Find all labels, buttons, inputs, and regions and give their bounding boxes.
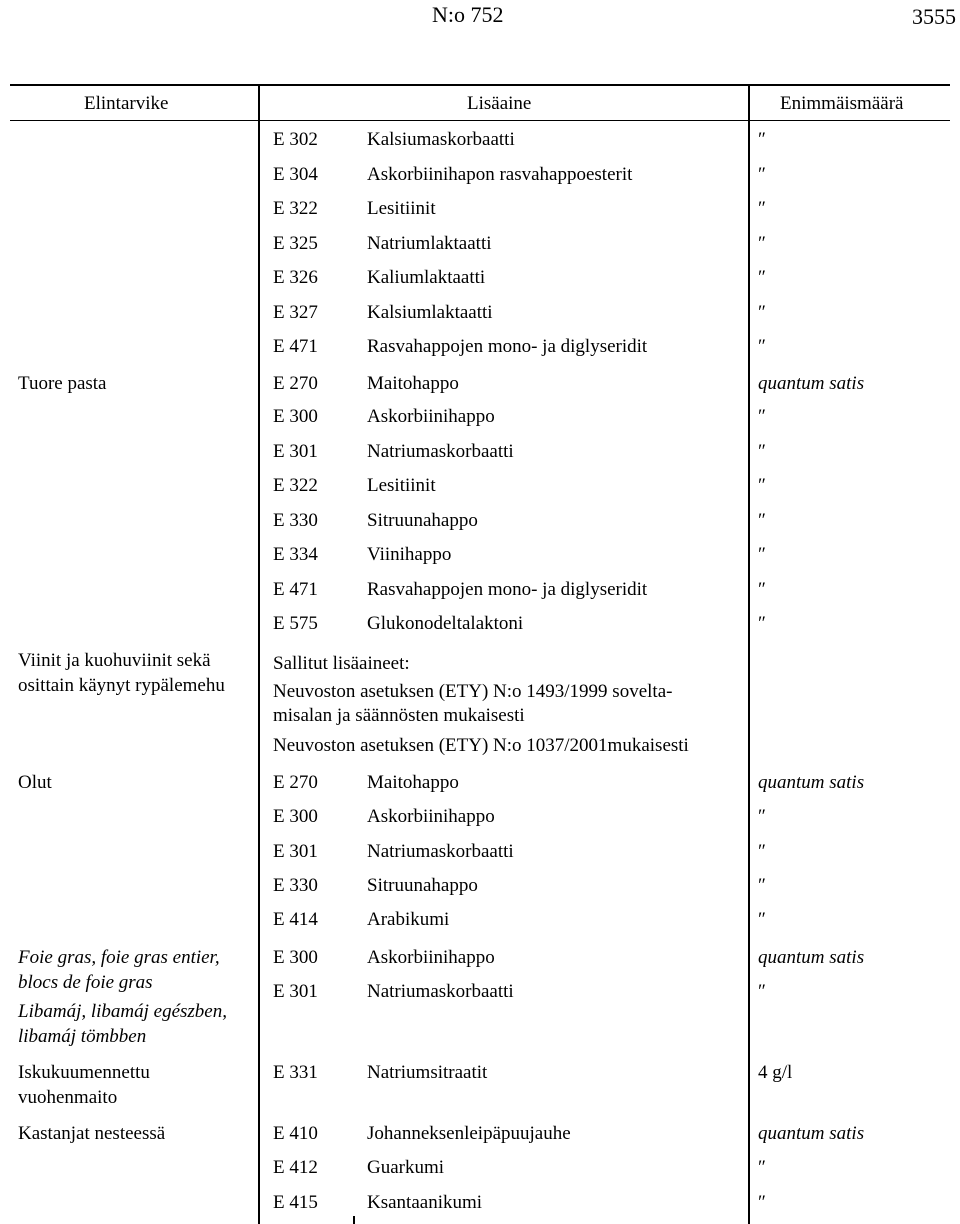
- max-amount: quantum satis: [758, 772, 865, 793]
- food-name: Foie gras, foie gras entier,: [18, 947, 220, 968]
- max-amount: ″: [758, 267, 766, 288]
- max-amount: ″: [758, 198, 766, 219]
- additive-code: E 301: [273, 981, 318, 1002]
- additive-code: E 414: [273, 909, 318, 930]
- max-amount: 4 g/l: [758, 1062, 793, 1083]
- additive-name: Askorbiinihapon rasvahappoesterit: [367, 164, 633, 185]
- additive-code: E 300: [273, 406, 318, 427]
- max-amount: quantum satis: [758, 947, 865, 968]
- additive-name: Arabikumi: [367, 909, 450, 930]
- max-amount: ″: [758, 336, 766, 357]
- max-amount: ″: [758, 841, 766, 862]
- document-number: N:o 752: [432, 2, 504, 27]
- max-amount: ″: [758, 806, 766, 827]
- max-amount: ″: [758, 233, 766, 254]
- additive-name: Natriumlaktaatti: [367, 233, 492, 254]
- additive-name: Natriumaskorbaatti: [367, 441, 514, 462]
- additive-code: E 327: [273, 302, 318, 323]
- max-amount: ″: [758, 406, 766, 427]
- additive-code: E 325: [273, 233, 318, 254]
- table-top-rule: [10, 84, 950, 86]
- additive-name: Kalsiumaskorbaatti: [367, 129, 515, 150]
- column-header-additive: Lisäaine: [467, 93, 532, 114]
- additive-code: E 301: [273, 841, 318, 862]
- max-amount: quantum satis: [758, 1123, 865, 1144]
- food-name: vuohenmaito: [18, 1087, 118, 1108]
- max-amount: ″: [758, 909, 766, 930]
- max-amount: ″: [758, 510, 766, 531]
- additive-name: Rasvahappojen mono- ja diglyseridit: [367, 336, 648, 357]
- additive-code: E 270: [273, 772, 318, 793]
- food-name: Olut: [18, 772, 52, 793]
- additive-name: Glukonodeltalaktoni: [367, 613, 524, 634]
- additive-name: Natriumsitraatit: [367, 1062, 488, 1083]
- additive-code: E 326: [273, 267, 318, 288]
- max-amount: ″: [758, 164, 766, 185]
- additive-code: E 300: [273, 806, 318, 827]
- regulation-reference: Neuvoston asetuksen (ETY) N:o 1037/2001mukaisesti: [273, 735, 689, 756]
- additive-name: Askorbiinihappo: [367, 806, 495, 827]
- additive-name: Kalsiumlaktaatti: [367, 302, 493, 323]
- permitted-additives-note: Sallitut lisäaineet:: [273, 653, 410, 674]
- additive-code: E 301: [273, 441, 318, 462]
- additive-code: E 302: [273, 129, 318, 150]
- max-amount: ″: [758, 475, 766, 496]
- additive-code: E 334: [273, 544, 318, 565]
- max-amount: ″: [758, 1157, 766, 1178]
- additive-code: E 270: [273, 373, 318, 394]
- page-header: [0, 0, 960, 40]
- additive-code: E 322: [273, 198, 318, 219]
- regulation-reference: Neuvoston asetuksen (ETY) N:o 1493/1999 sovelta-: [273, 681, 673, 702]
- additive-name: Askorbiinihappo: [367, 947, 495, 968]
- additive-name: Ksantaanikumi: [367, 1192, 483, 1213]
- additive-name: Askorbiinihappo: [367, 406, 495, 427]
- additive-name: Natriumaskorbaatti: [367, 841, 514, 862]
- max-amount: ″: [758, 441, 766, 462]
- food-name: Kastanjat nesteessä: [18, 1123, 166, 1144]
- additive-name: Johanneksenleipäpuujauhe: [367, 1123, 571, 1144]
- column-header-food: Elintarvike: [84, 93, 169, 114]
- additive-code: E 471: [273, 579, 318, 600]
- max-amount: quantum satis: [758, 373, 865, 394]
- column-divider-food: [258, 84, 260, 1224]
- additive-code: E 410: [273, 1123, 318, 1144]
- max-amount: ″: [758, 613, 766, 634]
- additive-name: Viinihappo: [367, 544, 452, 565]
- regulation-reference: misalan ja säännösten mukaisesti: [273, 705, 525, 726]
- additive-code: E 415: [273, 1192, 318, 1213]
- additive-name: Sitruunahappo: [367, 875, 478, 896]
- additive-name: Kaliumlaktaatti: [367, 267, 486, 288]
- page-number: 3555: [912, 4, 956, 29]
- additive-name: Lesitiinit: [367, 475, 436, 496]
- table-header-rule: [10, 120, 950, 121]
- additive-name: Lesitiinit: [367, 198, 436, 219]
- max-amount: ″: [758, 579, 766, 600]
- additive-name: Rasvahappojen mono- ja diglyseridit: [367, 579, 648, 600]
- food-name: libamáj tömbben: [18, 1026, 147, 1047]
- additive-code: E 330: [273, 510, 318, 531]
- column-header-max: Enimmäismäärä: [780, 93, 904, 114]
- additive-code: E 300: [273, 947, 318, 968]
- food-name: Tuore pasta: [18, 373, 107, 394]
- additive-code: E 330: [273, 875, 318, 896]
- max-amount: ″: [758, 1192, 766, 1213]
- additive-name: Maitohappo: [367, 373, 459, 394]
- food-name: Iskukuumennettu: [18, 1062, 150, 1083]
- max-amount: ″: [758, 302, 766, 323]
- max-amount: ″: [758, 981, 766, 1002]
- max-amount: ″: [758, 875, 766, 896]
- food-name: blocs de foie gras: [18, 972, 153, 993]
- column-divider-code-stub: [353, 1216, 355, 1224]
- additive-code: E 575: [273, 613, 318, 634]
- column-divider-max: [748, 84, 750, 1224]
- additive-code: E 304: [273, 164, 318, 185]
- max-amount: ″: [758, 129, 766, 150]
- additive-code: E 471: [273, 336, 318, 357]
- food-name: Viinit ja kuohuviinit sekä: [18, 650, 211, 671]
- additive-name: Guarkumi: [367, 1157, 445, 1178]
- additive-name: Natriumaskorbaatti: [367, 981, 514, 1002]
- additive-name: Maitohappo: [367, 772, 459, 793]
- food-name: osittain käynyt rypälemehu: [18, 675, 225, 696]
- additive-code: E 412: [273, 1157, 318, 1178]
- max-amount: ″: [758, 544, 766, 565]
- food-name: Libamáj, libamáj egészben,: [18, 1001, 227, 1022]
- additive-code: E 322: [273, 475, 318, 496]
- additive-name: Sitruunahappo: [367, 510, 478, 531]
- additive-code: E 331: [273, 1062, 318, 1083]
